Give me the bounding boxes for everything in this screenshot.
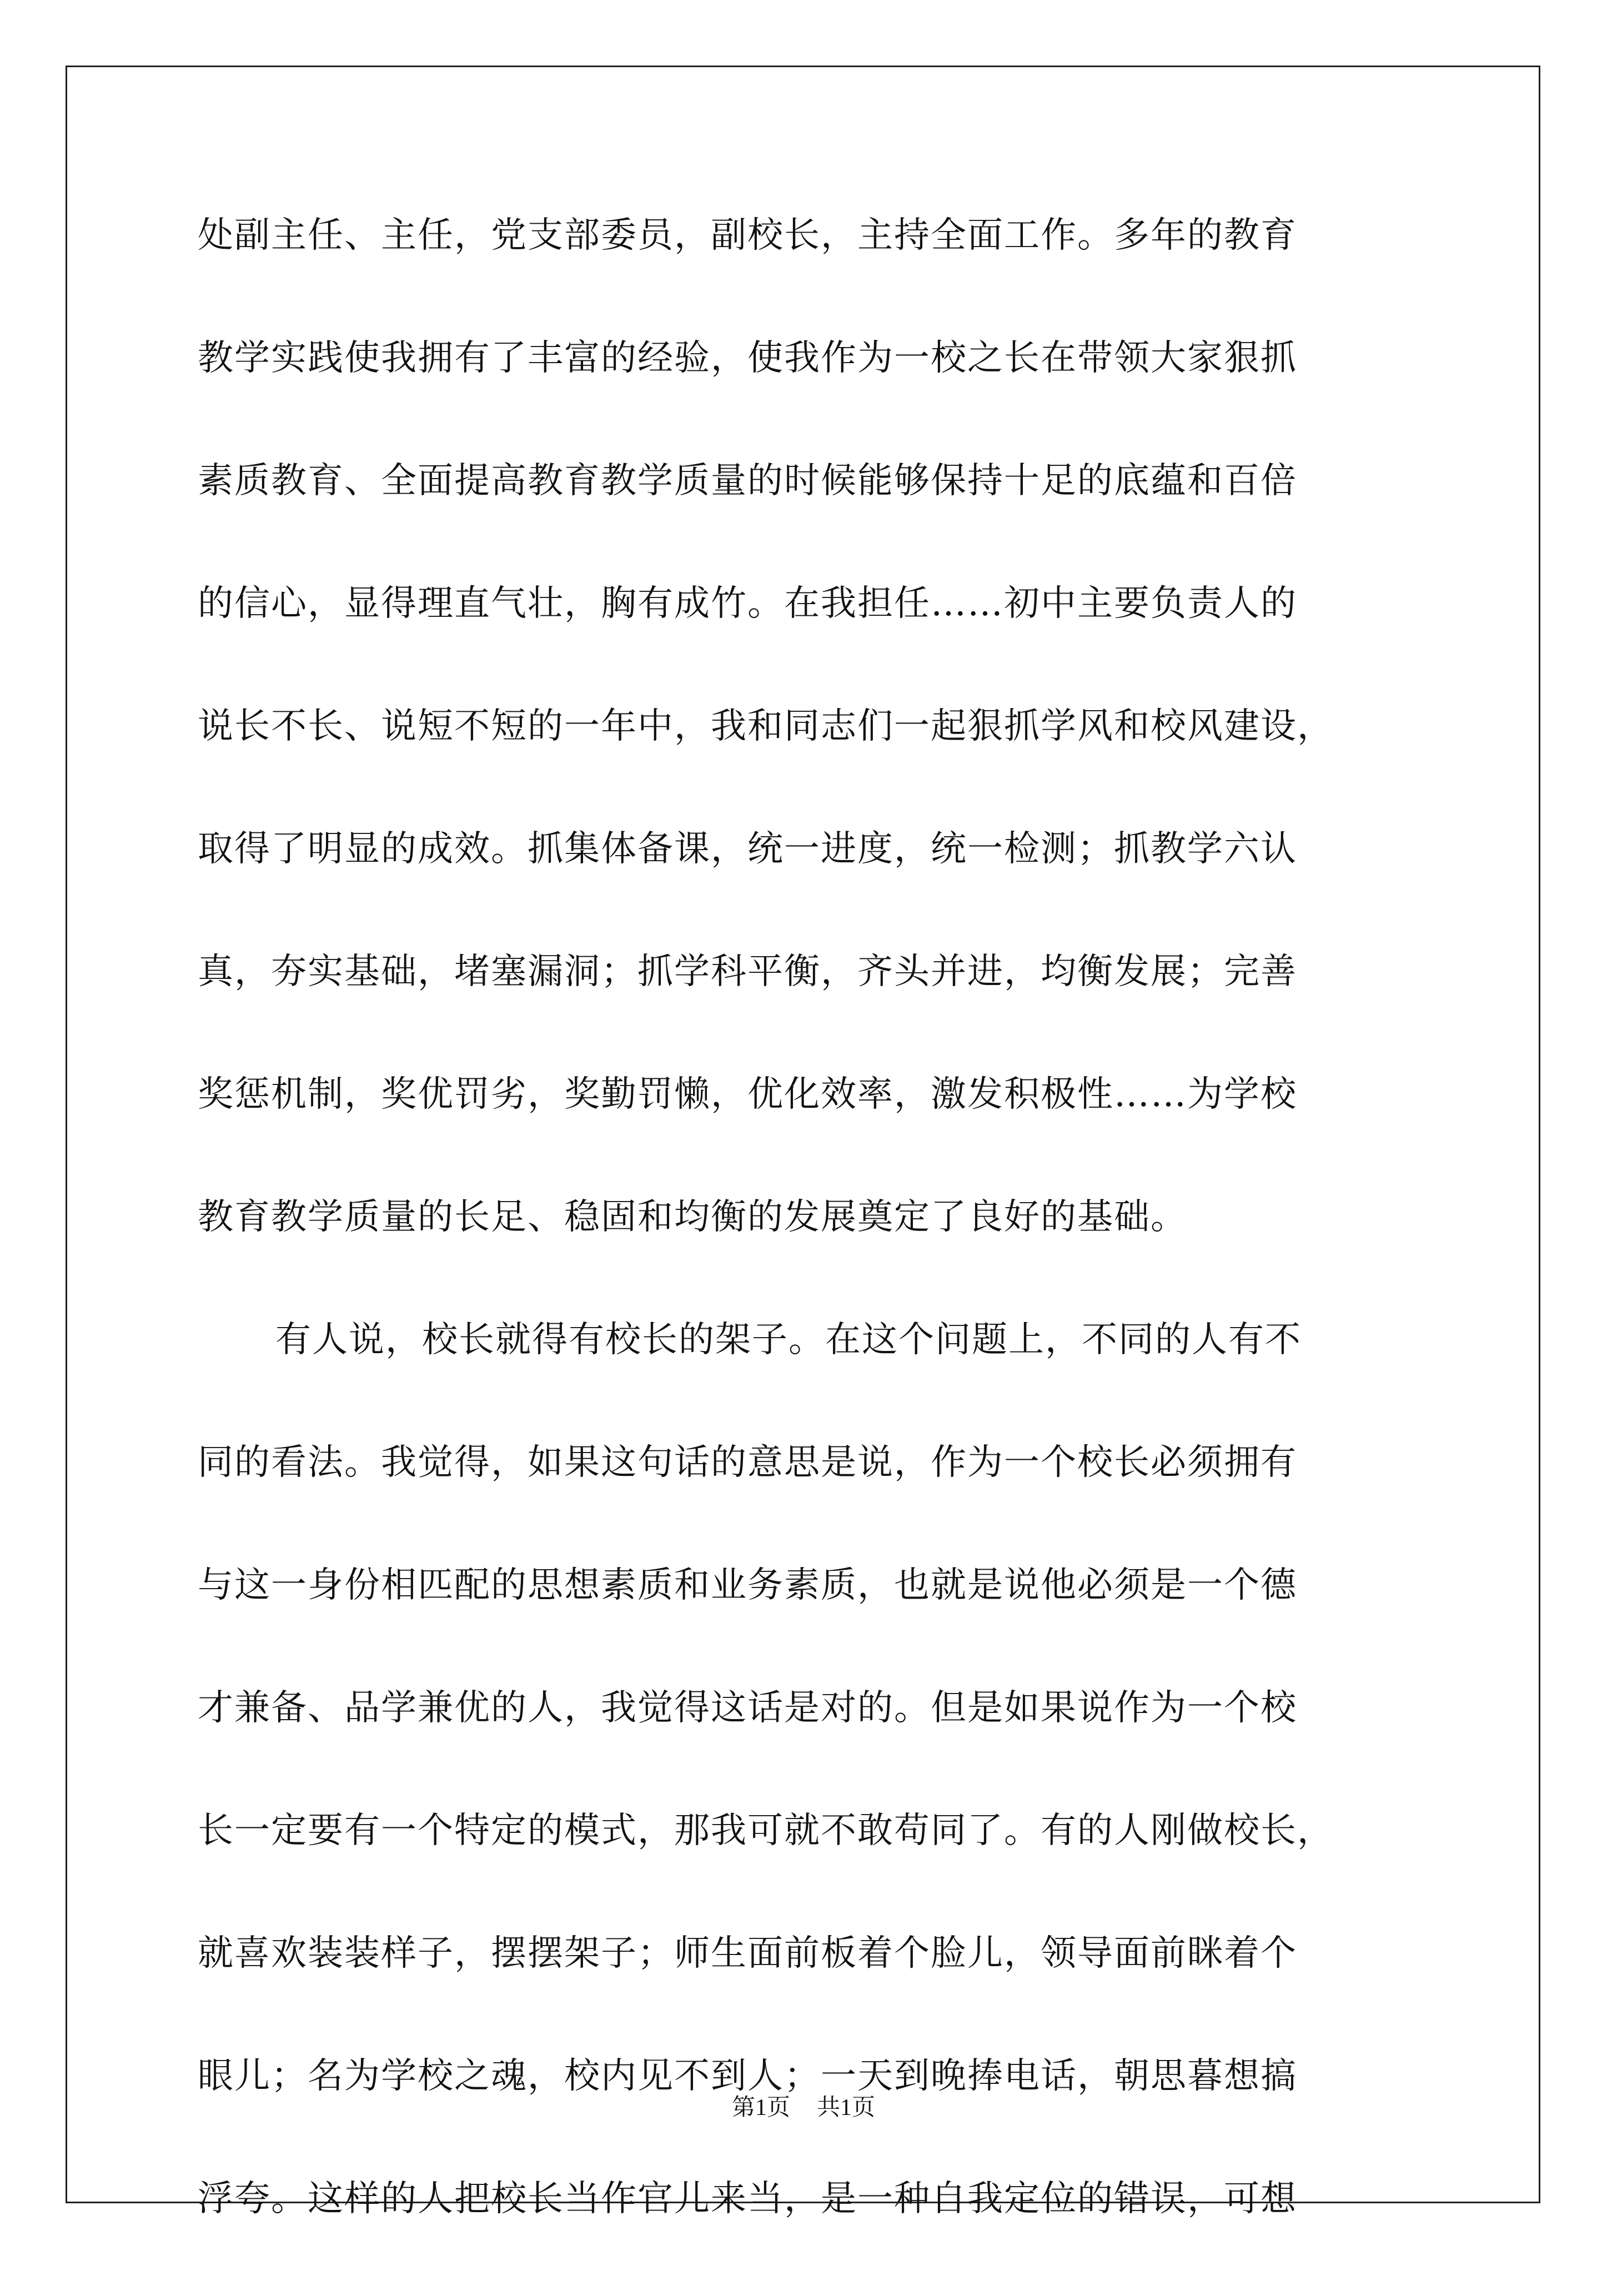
page-total: 共1页 — [817, 2095, 876, 2121]
page-footer — [0, 2092, 1607, 2123]
text-line: 就喜欢装装样子，摆摆架子；师生面前板着个脸儿，领导面前眯着个 — [198, 1933, 1297, 1974]
document-body — [198, 210, 1419, 2296]
text-line: 长一定要有一个特定的模式，那我可就不敢苟同了。有的人刚做校长， — [198, 1810, 1334, 1851]
text-line: 取得了明显的成效。抓集体备课，统一进度，统一检测；抓教学六认 — [198, 828, 1297, 870]
paragraph-start-line: 有人说，校长就得有校长的架子。在这个问题上，不同的人有不 — [275, 1319, 1302, 1360]
text-line: 教育教学质量的长足、稳固和均衡的发展奠定了良好的基础。 — [198, 1197, 1187, 1238]
text-line: 处副主任、主任，党支部委员，副校长，主持全面工作。多年的教育 — [198, 215, 1297, 256]
text-line: 真，夯实基础，堵塞漏洞；抓学科平衡，齐头并进，均衡发展；完善 — [198, 951, 1297, 992]
text-line: 说长不长、说短不短的一年中，我和同志们一起狠抓学风和校风建设， — [198, 706, 1334, 747]
page-number: 第1页 — [731, 2095, 790, 2121]
text-line: 与这一身份相匹配的思想素质和业务素质，也就是说他必须是一个德 — [198, 1565, 1297, 1606]
text-line: 眼儿；名为学校之魂，校内见不到人；一天到晚捧电话，朝思暮想搞 — [198, 2056, 1297, 2097]
text-line: 同的看法。我觉得，如果这句话的意思是说，作为一个校长必须拥有 — [198, 1442, 1297, 1483]
text-line: 奖惩机制，奖优罚劣，奖勤罚懒，优化效率，激发积极性……为学校 — [198, 1074, 1297, 1115]
text-line: 才兼备、品学兼优的人，我觉得这话是对的。但是如果说作为一个校 — [198, 1687, 1297, 1729]
text-line: 的信心，显得理直气壮，胸有成竹。在我担任……初中主要负责人的 — [198, 583, 1297, 624]
text-line: 浮夸。这样的人把校长当作官儿来当，是一种自我定位的错误，可想 — [198, 2178, 1297, 2219]
text-line: 教学实践使我拥有了丰富的经验，使我作为一校之长在带领大家狠抓 — [198, 338, 1297, 379]
text-line: 素质教育、全面提高教育教学质量的时候能够保持十足的底蕴和百倍 — [198, 460, 1297, 501]
